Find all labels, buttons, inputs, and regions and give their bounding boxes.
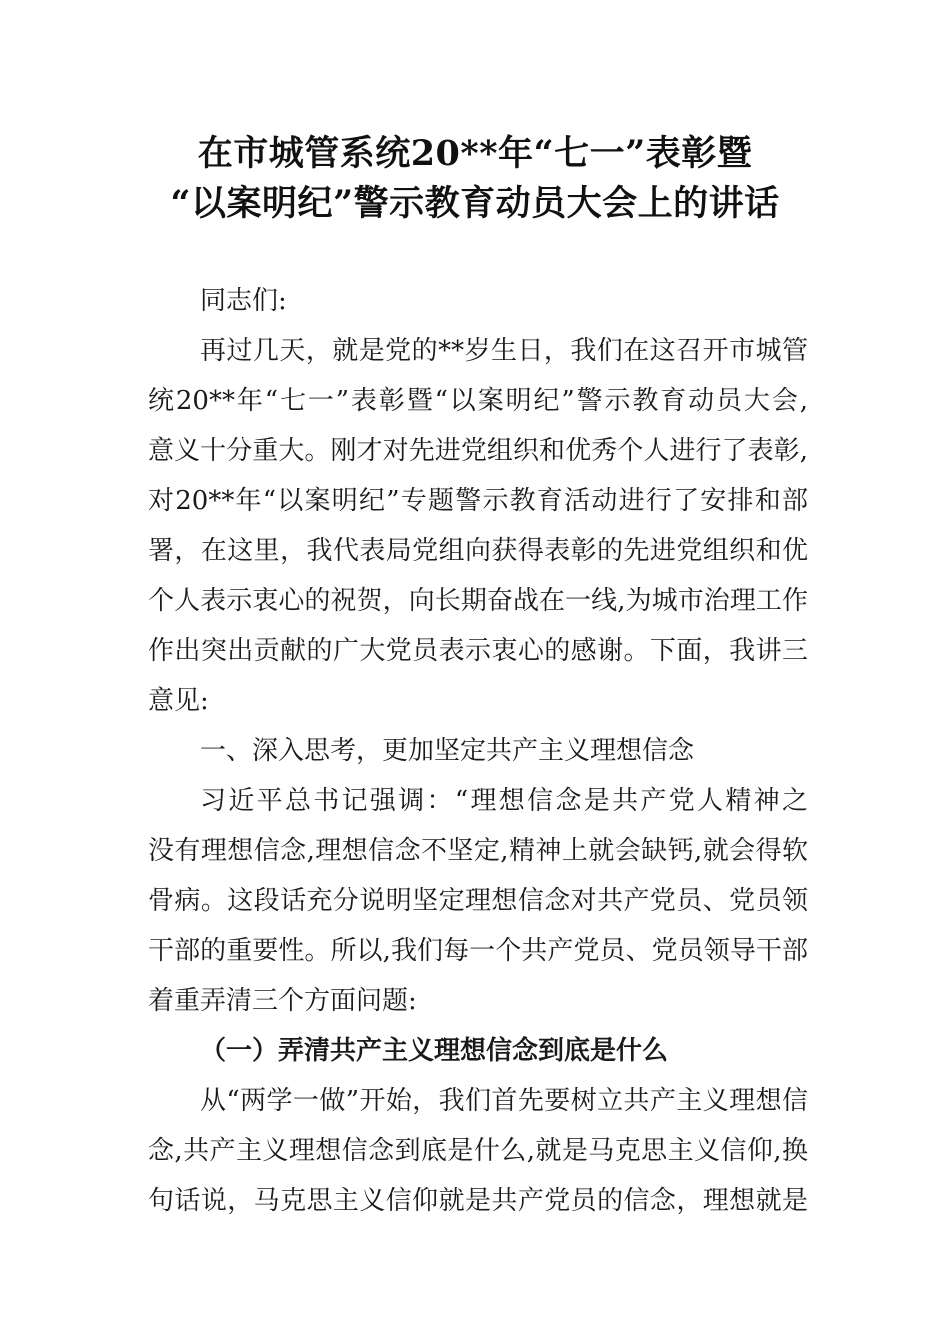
document-body	[148, 276, 808, 1226]
paragraph-line: 干部的重要性。所以,我们每一个共产党员、党员领导干部	[148, 936, 808, 966]
subsection-heading: （一）弄清共产主义理想信念到底是什么	[200, 1036, 669, 1066]
paragraph-line: 意见:	[148, 686, 209, 716]
paragraph-line: 着重弄清三个方面问题:	[148, 986, 417, 1016]
paragraph-line: 骨病。这段话充分说明坚定理想信念对共产党员、党员领	[148, 886, 808, 916]
salutation: 同志们:	[200, 286, 287, 316]
paragraph-line: 统20**年“七一”表彰暨“以案明纪”警示教育动员大会,	[148, 386, 808, 416]
paragraph-line: 句话说，马克思主义信仰就是共产党员的信念，理想就是	[148, 1186, 808, 1216]
document-title-line-1: 在市城管系统20**年“七一”表彰暨	[197, 133, 753, 174]
paragraph-line: 没有理想信念,理想信念不坚定,精神上就会缺钙,就会得软	[148, 836, 808, 866]
section-heading: 一、深入思考，更加坚定共产主义理想信念	[200, 736, 695, 766]
paragraph-line: 作出突出贡献的广大党员表示衷心的感谢。下面，我讲三	[148, 636, 808, 666]
document-title-line-2: “以案明纪”警示教育动员大会上的讲话	[170, 183, 780, 224]
paragraph-line: 从“两学一做”开始，我们首先要树立共产主义理想信	[200, 1086, 808, 1116]
paragraph-line: 署，在这里，我代表局党组向获得表彰的先进党组织和优	[148, 536, 808, 566]
paragraph-line: 意义十分重大。刚才对先进党组织和优秀个人进行了表彰,	[148, 436, 808, 466]
paragraph-line: 个人表示衷心的祝贺，向长期奋战在一线,为城市治理工作	[148, 586, 808, 616]
paragraph-line: 再过几天，就是党的**岁生日，我们在这召开市城管	[200, 336, 808, 366]
paragraph-line: 念,共产主义理想信念到底是什么,就是马克思主义信仰,换	[148, 1136, 808, 1166]
paragraph-line: 对20**年“以案明纪”专题警示教育活动进行了安排和部	[148, 486, 808, 516]
paragraph-line: 习近平总书记强调：“理想信念是共产党人精神之	[200, 786, 808, 816]
